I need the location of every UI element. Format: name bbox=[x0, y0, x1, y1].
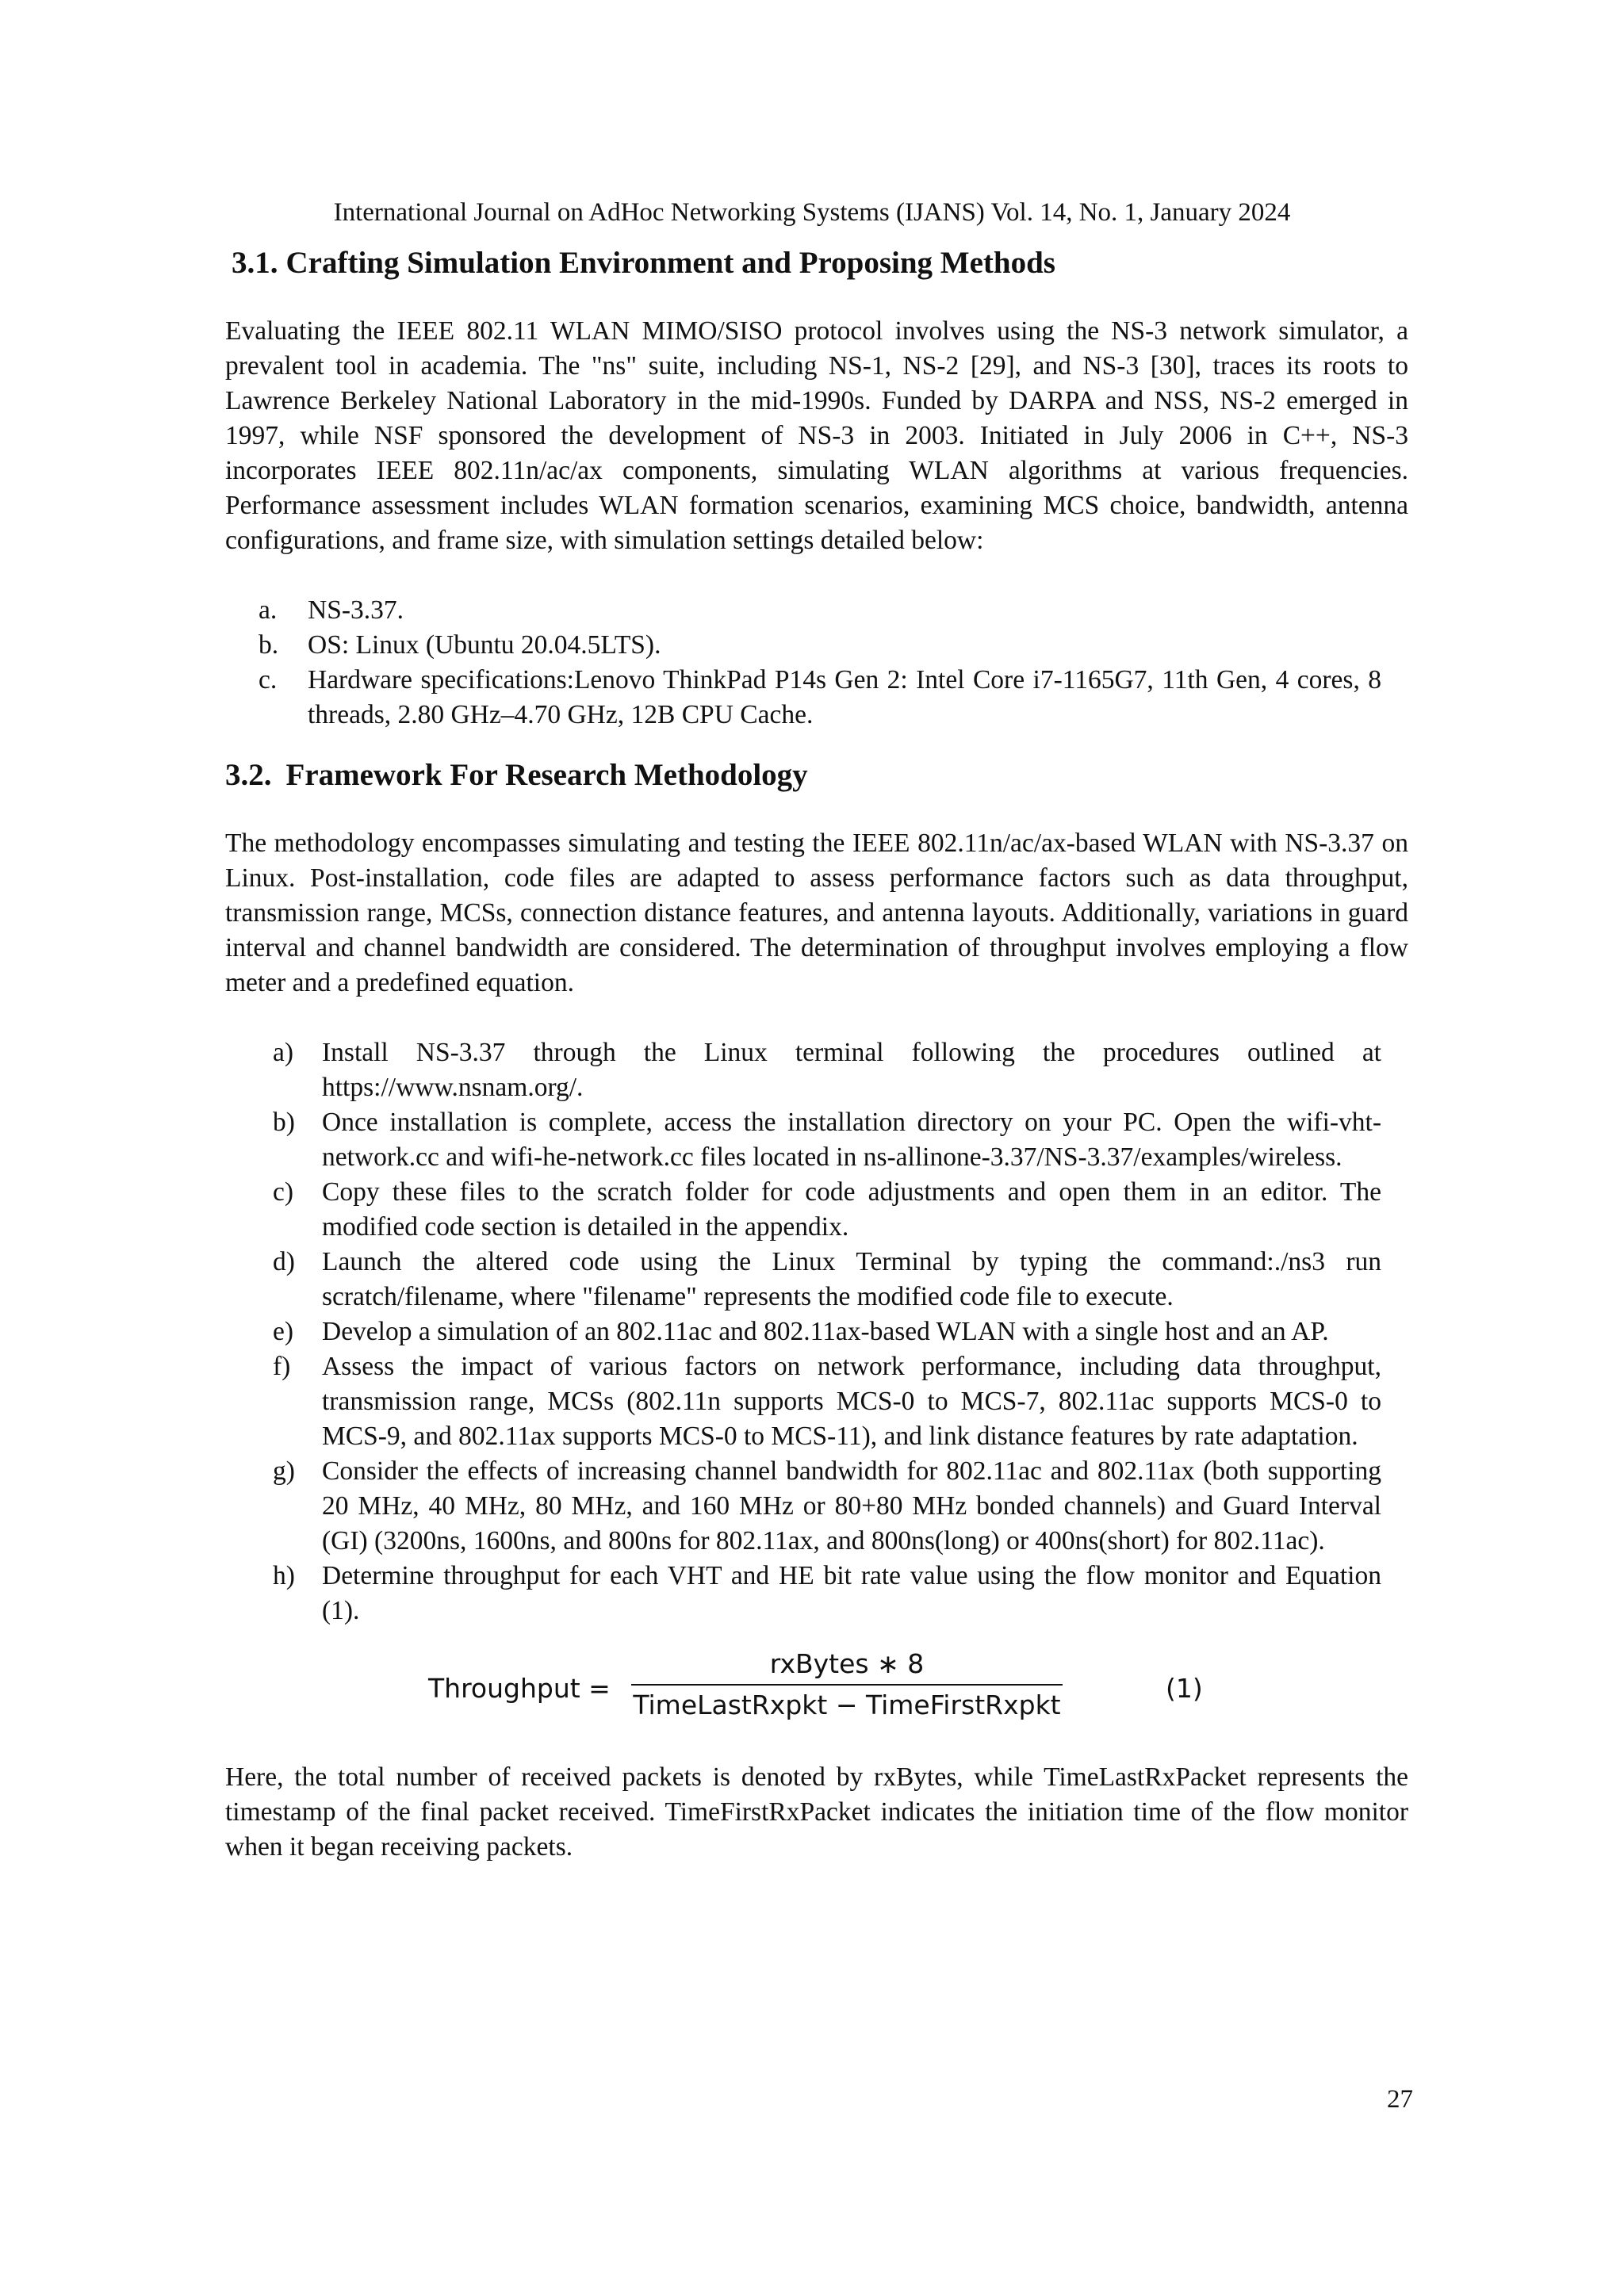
paragraph-intro: Evaluating the IEEE 802.11 WLAN MIMO/SISO protocol involves using the NS-3 network simulator, a prevalent tool in academia. The "ns" suite, including NS-1, NS-2 [29], and NS-3 [30], traces its roots to Lawrence Berkeley National Laboratory in the mid-1990s. Funded by DARPA and NSS, NS-2 emerged in 1997, while NSF sponsored the development of NS-3 in 2003. Initiated in July 2006 in C++, NS-3 incorporates IEEE 802.11n/ac/ax components, simulating WLAN algorithms at various frequencies. Performance assessment includes WLAN formation scenarios, examining MCS choice, bandwidth, antenna configurations, and frame size, with simulation settings detailed below: bbox=[225, 316, 1408, 555]
list-item bbox=[270, 1245, 1381, 1314]
list-text: Develop a simulation of an 802.11ac and 802.11ax-based WLAN with a single host and an AP. bbox=[322, 1317, 1329, 1346]
list-item bbox=[270, 1559, 1381, 1628]
list-marker: a) bbox=[273, 1038, 294, 1067]
list-item bbox=[255, 663, 1381, 733]
list-marker: f) bbox=[273, 1352, 291, 1381]
list-item bbox=[270, 1349, 1381, 1454]
list-text: Determine throughput for each VHT and HE bit rate value using the flow monitor and Equation (1). bbox=[322, 1561, 1381, 1625]
section-number: 3.1. bbox=[232, 246, 278, 280]
equation-fraction bbox=[625, 1646, 1069, 1724]
section-number: 3.2. bbox=[225, 758, 272, 792]
settings-list bbox=[255, 593, 1381, 733]
list-text: Assess the impact of various factors on network performance, including data throughput, transmission range, MCSs (802.11n supports MCS-0 to MCS-7, 802.11ac supports MCS-0 to MCS-9, and 802.11ax supports MCS-0 to MCS-11), and link distance features by rate adaptation. bbox=[322, 1352, 1381, 1451]
list-marker: e) bbox=[273, 1317, 294, 1346]
list-marker: h) bbox=[273, 1561, 295, 1590]
section-title: Framework For Research Methodology bbox=[285, 758, 808, 792]
list-text: Launch the altered code using the Linux Terminal by typing the command:./ns3 run scratch/filename, where "filename" represents the modified code file to execute. bbox=[322, 1247, 1381, 1311]
section-heading-3-2 bbox=[225, 756, 1408, 794]
list-item bbox=[270, 1454, 1381, 1559]
list-marker: b) bbox=[273, 1108, 295, 1137]
list-marker: a. bbox=[259, 595, 278, 625]
equation-denominator: TimeLastRxpkt − TimeFirstRxpkt bbox=[633, 1689, 1061, 1720]
list-text: Hardware specifications:Lenovo ThinkPad P14s Gen 2: Intel Core i7-1165G7, 11th Gen, 4 cores, 8 threads, 2.80 GHz–4.70 GHz, 12B CPU Cache. bbox=[308, 665, 1381, 729]
paragraph-closing: Here, the total number of received packets is denoted by rxBytes, while TimeLastRxPacket represents the timestamp of the final packet received. TimeFirstRxPacket indicates the initiation time of the flow monitor when it began receiving packets. bbox=[225, 1762, 1408, 1862]
list-item bbox=[255, 593, 1381, 628]
list-marker: c. bbox=[259, 665, 278, 695]
list-marker: b. bbox=[259, 630, 279, 660]
list-text: Copy these files to the scratch folder for code adjustments and open them in an editor. The modified code section is detailed in the appendix. bbox=[322, 1177, 1381, 1242]
list-marker: c) bbox=[273, 1177, 294, 1207]
list-marker: g) bbox=[273, 1456, 295, 1486]
running-header: International Journal on AdHoc Networking Systems (IJANS) Vol. 14, No. 1, January 2024 bbox=[333, 198, 1291, 227]
equation-number: (1) bbox=[1166, 1673, 1203, 1704]
fraction-bar bbox=[631, 1684, 1063, 1686]
page-number: 27 bbox=[1387, 2085, 1413, 2114]
list-item bbox=[255, 628, 1381, 663]
list-text: Once installation is complete, access the installation directory on your PC. Open the wifi-vht-network.cc and wifi-he-network.cc files located in ns-allinone-3.37/NS-3.37/examples/wireless. bbox=[322, 1108, 1381, 1172]
list-item bbox=[270, 1105, 1381, 1175]
content bbox=[225, 244, 1408, 1865]
list-item bbox=[270, 1314, 1381, 1349]
section-heading-3-1 bbox=[232, 244, 1408, 282]
section-title: Crafting Simulation Environment and Proposing Methods bbox=[285, 246, 1055, 280]
list-text: NS-3.37. bbox=[308, 595, 404, 625]
list-text: Install NS-3.37 through the Linux terminal following the procedures outlined at https://www.nsnam.org/. bbox=[322, 1038, 1381, 1102]
list-item bbox=[270, 1175, 1381, 1245]
steps-list bbox=[270, 1035, 1381, 1628]
list-text: OS: Linux (Ubuntu 20.04.5LTS). bbox=[308, 630, 661, 660]
paragraph-methodology: The methodology encompasses simulating and testing the IEEE 802.11n/ac/ax-based WLAN with NS-3.37 on Linux. Post-installation, code files are adapted to assess performance factors such as data throughput, transmission range, MCSs, connection distance features, and antenna layouts. Additionally, variations in guard interval and channel bandwidth are considered. The determination of throughput involves employing a flow meter and a predefined equation. bbox=[225, 828, 1408, 997]
list-item bbox=[270, 1035, 1381, 1105]
list-text: Consider the effects of increasing channel bandwidth for 802.11ac and 802.11ax (both supporting 20 MHz, 40 MHz, 80 MHz, and 160 MHz or 80+80 MHz bonded channels) and Guard Interval (GI) (3200ns, 1600ns, and 800ns for 802.11ax, and 800ns(long) or 400ns(short) for 802.11ac). bbox=[322, 1456, 1381, 1556]
throughput-equation bbox=[225, 1646, 1408, 1733]
equation-numerator: rxBytes ∗ 8 bbox=[769, 1648, 925, 1679]
equation-lhs: Throughput = bbox=[428, 1673, 611, 1704]
list-marker: d) bbox=[273, 1247, 295, 1276]
